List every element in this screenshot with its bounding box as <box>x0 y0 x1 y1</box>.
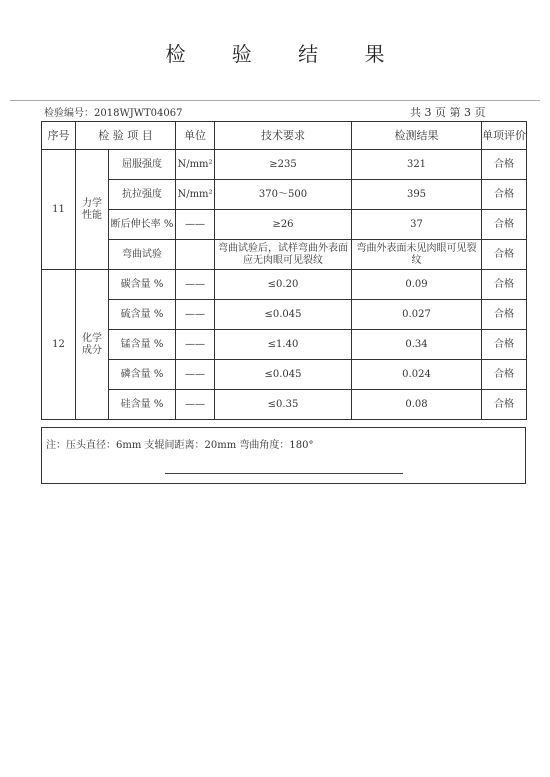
table-row <box>42 180 527 210</box>
evaluation-cell: 合格 <box>482 210 527 240</box>
unit-cell: —— <box>176 330 215 360</box>
page-info: 共 3 页 第 3 页 <box>410 106 486 119</box>
table-row <box>42 300 527 330</box>
result-cell: 0.027 <box>352 300 482 330</box>
result-cell: 弯曲外表面未见肉眼可见裂纹 <box>352 240 482 270</box>
item-name: 弯曲试验 <box>109 240 176 270</box>
header-result: 检测结果 <box>352 122 482 150</box>
note-box <box>41 427 526 484</box>
evaluation-cell: 合格 <box>482 390 527 420</box>
item-name: 碳含量 % <box>109 270 176 300</box>
evaluation-cell: 合格 <box>482 360 527 390</box>
evaluation-cell: 合格 <box>482 240 527 270</box>
result-cell: 395 <box>352 180 482 210</box>
unit-cell: —— <box>176 210 215 240</box>
requirement-cell: 370～500 <box>215 180 352 210</box>
requirement-cell: ≤0.20 <box>215 270 352 300</box>
header-divider <box>10 100 540 101</box>
table-header-row <box>42 122 527 150</box>
result-cell: 0.34 <box>352 330 482 360</box>
page-title: 检 验 结 果 <box>165 42 405 66</box>
group-category: 力学 性能 <box>76 150 109 270</box>
evaluation-cell: 合格 <box>482 180 527 210</box>
unit-cell <box>176 240 215 270</box>
item-name: 硫含量 % <box>109 300 176 330</box>
item-name: 抗拉强度 <box>109 180 176 210</box>
unit-cell: —— <box>176 270 215 300</box>
result-cell: 0.08 <box>352 390 482 420</box>
table-row <box>42 330 527 360</box>
unit-cell: —— <box>176 300 215 330</box>
note-text: 注：压头直径：6mm 支辊间距离：20mm 弯曲角度：180° <box>46 440 314 451</box>
table-row <box>42 150 527 180</box>
unit-cell: —— <box>176 360 215 390</box>
header-item: 检 验 项 目 <box>76 122 176 150</box>
item-name: 硅含量 % <box>109 390 176 420</box>
table-row <box>42 390 527 420</box>
header-requirement: 技术要求 <box>215 122 352 150</box>
requirement-cell: ≤0.045 <box>215 360 352 390</box>
requirement-cell: ≤0.35 <box>215 390 352 420</box>
group-number: 11 <box>42 150 76 270</box>
item-name: 屈服强度 <box>109 150 176 180</box>
group-number: 12 <box>42 270 76 420</box>
item-name: 锰含量 % <box>109 330 176 360</box>
group-category: 化学 成分 <box>76 270 109 420</box>
table-row <box>42 360 527 390</box>
result-cell: 321 <box>352 150 482 180</box>
header-unit: 单位 <box>176 122 215 150</box>
result-cell: 0.024 <box>352 360 482 390</box>
item-name: 磷含量 % <box>109 360 176 390</box>
unit-cell: N/mm² <box>176 150 215 180</box>
requirement-cell: ≥26 <box>215 210 352 240</box>
table-row <box>42 210 527 240</box>
table-row <box>42 270 527 300</box>
requirement-cell: ≤1.40 <box>215 330 352 360</box>
evaluation-cell: 合格 <box>482 330 527 360</box>
end-divider <box>165 473 403 474</box>
requirement-cell: ≤0.045 <box>215 300 352 330</box>
results-table <box>41 121 527 420</box>
result-cell: 37 <box>352 210 482 240</box>
requirement-cell: ≥235 <box>215 150 352 180</box>
requirement-cell: 弯曲试验后，试样弯曲外表面应无肉眼可见裂纹 <box>215 240 352 270</box>
report-number: 检验编号：2018WJWT04067 <box>44 108 183 119</box>
item-name: 断后伸长率 % <box>109 210 176 240</box>
header-no: 序号 <box>42 122 76 150</box>
unit-cell: —— <box>176 390 215 420</box>
unit-cell: N/mm² <box>176 180 215 210</box>
evaluation-cell: 合格 <box>482 270 527 300</box>
evaluation-cell: 合格 <box>482 300 527 330</box>
header-evaluation: 单项评价 <box>482 122 527 150</box>
result-cell: 0.09 <box>352 270 482 300</box>
evaluation-cell: 合格 <box>482 150 527 180</box>
table-row <box>42 240 527 270</box>
